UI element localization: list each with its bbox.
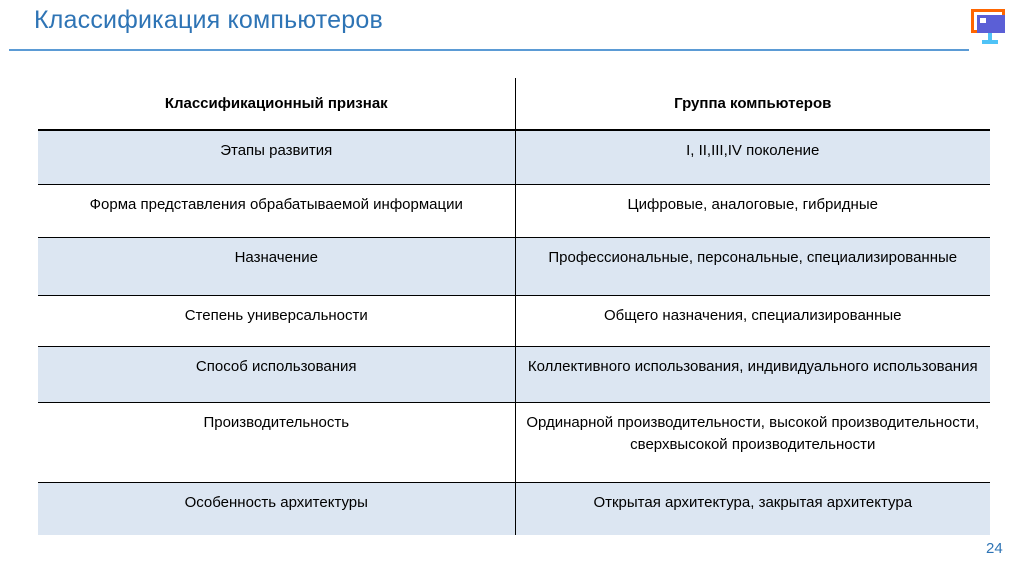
table-row <box>38 346 990 402</box>
table-row <box>38 184 990 237</box>
group-cell: I, II,III,IV поколение <box>515 130 990 184</box>
group-cell: Цифровые, аналоговые, гибридные <box>515 184 990 237</box>
group-cell: Коллективного использования, индивидуального использования <box>515 346 990 402</box>
criterion-cell: Форма представления обрабатываемой информации <box>38 184 515 237</box>
table-row <box>38 402 990 482</box>
slide-title: Классификация компьютеров <box>34 6 383 34</box>
table-row <box>38 237 990 295</box>
group-cell: Ординарной производительности, высокой производительности, сверхвысокой производительности <box>515 402 990 482</box>
table-header-row <box>38 78 990 130</box>
group-cell: Открытая архитектура, закрытая архитектура <box>515 482 990 535</box>
table-row <box>38 130 990 184</box>
criterion-cell: Производительность <box>38 402 515 482</box>
table-row <box>38 482 990 535</box>
computer-monitor-icon <box>969 7 1009 47</box>
criterion-cell: Степень универсальности <box>38 295 515 346</box>
table-row <box>38 295 990 346</box>
group-cell: Профессиональные, персональные, специализированные <box>515 237 990 295</box>
title-divider <box>9 49 969 51</box>
classification-table <box>38 78 990 535</box>
criterion-cell: Способ использования <box>38 346 515 402</box>
page-number: 24 <box>986 540 1003 557</box>
criterion-cell: Этапы развития <box>38 130 515 184</box>
header-criterion: Классификационный признак <box>38 78 515 130</box>
criterion-cell: Особенность архитектуры <box>38 482 515 535</box>
criterion-cell: Назначение <box>38 237 515 295</box>
header-group: Группа компьютеров <box>674 95 832 113</box>
group-cell: Общего назначения, специализированные <box>515 295 990 346</box>
